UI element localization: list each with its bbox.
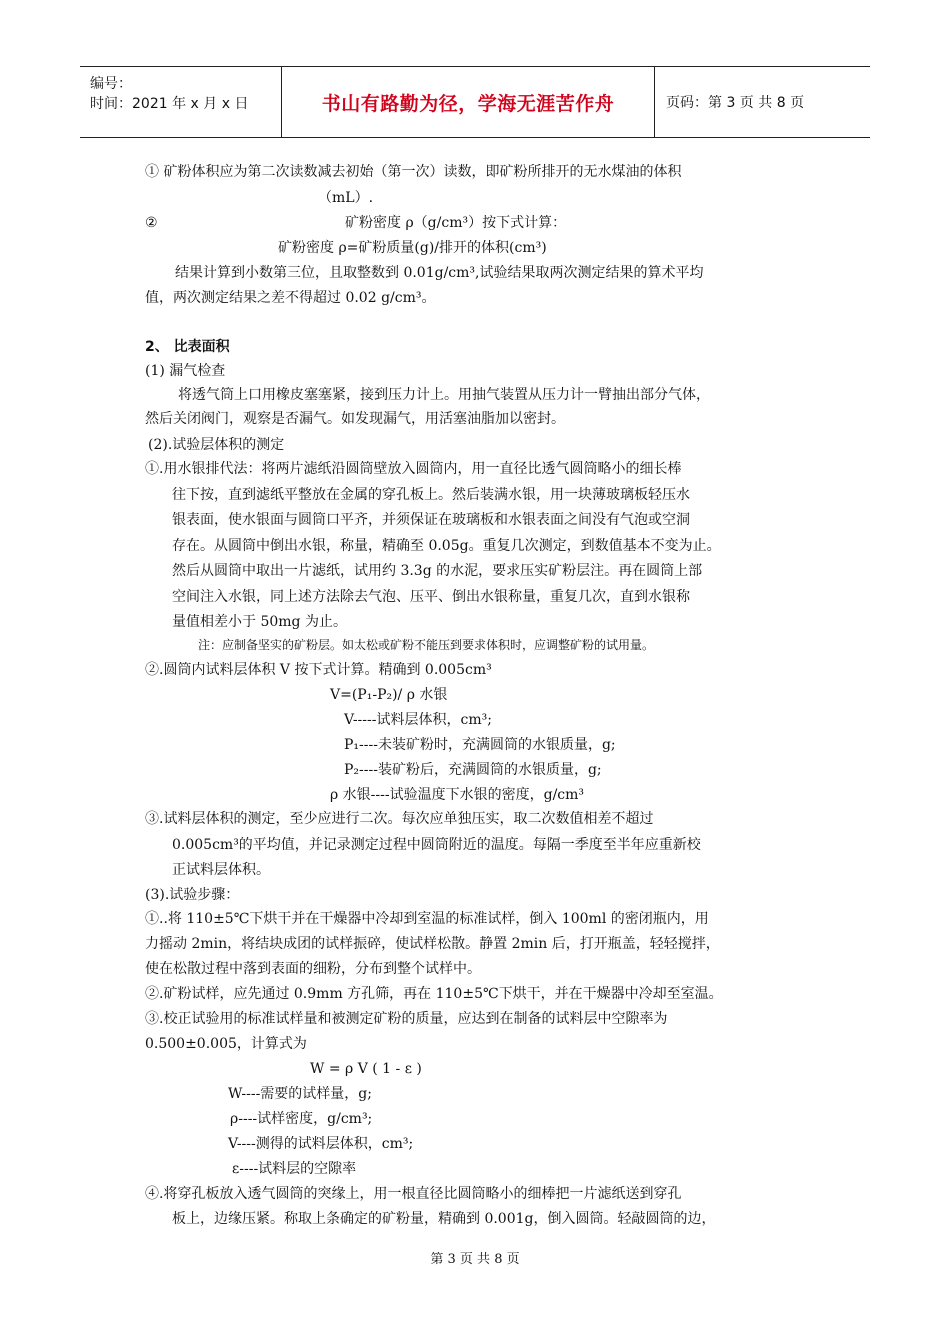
- subsection-heading: (1) 漏气检查: [145, 363, 226, 379]
- text-line: 正试料层体积。: [172, 862, 270, 878]
- text-line: 存在。从圆筒中倒出水银，称量，精确至 0.05g。重复几次测定，到数值基本不变为止。: [172, 538, 721, 554]
- text-line: （mL）.: [318, 190, 374, 206]
- text-line: 往下按，直到滤纸平整放在金属的穿孔板上。然后装满水银，用一块薄玻璃板轻压水: [172, 487, 690, 503]
- text-line: 然后关闭阀门，观察是否漏气。如发现漏气，用活塞油脂加以密封。: [145, 411, 565, 427]
- formula-def-line: P₂----装矿粉后，充满圆筒的水银质量，g;: [344, 762, 602, 778]
- page-header: [80, 66, 870, 138]
- motto: 书山有路勤为径，学海无涯苦作舟: [321, 92, 615, 115]
- header-motto-cell: [281, 67, 655, 137]
- note-line: 注：应制备坚实的矿粉层。如太松或矿粉不能压到要求体积时，应调整矿粉的试用量。: [198, 638, 655, 652]
- date-label: 时间：2021 年 x 月 x 日: [90, 96, 249, 112]
- text-line: ③.试料层体积的测定，至少应进行二次。每次应单独压实，取二次数值相差不超过: [145, 811, 654, 827]
- formula-def-line: ε----试料层的空隙率: [232, 1161, 357, 1177]
- header-page-info: 页码：第 3 页 共 8 页: [666, 95, 805, 111]
- text-line: ① 矿粉体积应为第二次读数减去初始（第一次）读数，即矿粉所排开的无水煤油的体积: [145, 164, 682, 180]
- section-heading: 2、 比表面积: [145, 339, 230, 355]
- formula-line: W = ρ V ( 1 - ε ): [310, 1061, 422, 1077]
- text-line: 矿粉密度 ρ=矿粉质量(g)/排开的体积(cm³): [278, 240, 547, 256]
- text-line: 使在松散过程中落到表面的细粉，分布到整个试样中。: [145, 961, 481, 977]
- subsection-heading: (3).试验步骤：: [145, 887, 240, 903]
- text-line: 值，两次测定结果之差不得超过 0.02 g/cm³。: [145, 290, 436, 306]
- formula-def-line: ρ----试样密度，g/cm³;: [230, 1111, 373, 1127]
- formula-def-line: ρ 水银----试验温度下水银的密度，g/cm³: [330, 787, 585, 803]
- formula-def-line: W----需要的试样量，g;: [228, 1086, 372, 1102]
- text-line: 然后从圆筒中取出一片滤纸，试用约 3.3g 的水泥，要求压实矿粉层注。再在圆筒上部: [172, 563, 703, 579]
- header-left: [80, 67, 280, 137]
- formula-def-line: V-----试料层体积，cm³;: [344, 712, 492, 728]
- page-footer: 第 3 页 共 8 页: [430, 1252, 520, 1267]
- text-line: ①.用水银排代法：将两片滤纸沿圆筒壁放入圆筒内，用一直径比透气圆筒略小的细长棒: [145, 461, 682, 477]
- text-line: 0.005cm³的平均值，并记录测定过程中圆筒附近的温度。每隔一季度至半年应重新校: [172, 837, 701, 853]
- text-line: ④.将穿孔板放入透气圆筒的突缘上，用一根直径比圆筒略小的细棒把一片滤纸送到穿孔: [145, 1186, 682, 1202]
- text-line: 将透气筒上口用橡皮塞塞紧，接到压力计上。用抽气装置从压力计一臂抽出部分气体，: [178, 387, 710, 403]
- text-line: 力摇动 2min，将结块成团的试样振碎，使试样松散。静置 2min 后，打开瓶盖，轻轻搅拌，: [145, 936, 720, 952]
- formula-def-line: P₁----未装矿粉时，充满圆筒的水银质量，g;: [344, 737, 616, 753]
- text-line: ②.矿粉试样，应先通过 0.9mm 方孔筛，再在 110±5℃下烘干，并在干燥器中冷却至室温。: [145, 986, 723, 1002]
- number-label: 编号：: [90, 76, 132, 92]
- formula-line: V=(P₁-P₂)/ ρ 水银: [330, 687, 448, 703]
- text-line: 矿粉密度 ρ（g/cm³）按下式计算：: [345, 215, 567, 231]
- text-line: 结果计算到小数第三位，且取整数到 0.01g/cm³,试验结果取两次测定结果的算术平均: [175, 265, 704, 281]
- text-line: ①..将 110±5℃下烘干并在干燥器中冷却到室温的标准试样，倒入 100ml 的密闭瓶内，用: [145, 911, 709, 927]
- text-line: ②.圆筒内试料层体积 V 按下式计算。精确到 0.005cm³: [145, 662, 492, 678]
- text-line: 量值相差小于 50mg 为止。: [172, 614, 347, 630]
- formula-def-line: V----测得的试料层体积，cm³;: [228, 1136, 414, 1152]
- text-line: 板上，边缘压紧。称取上条确定的矿粉量，精确到 0.001g，倒入圆筒。轻敲圆筒的边，: [172, 1211, 716, 1227]
- text-line: 银表面，使水银面与圆筒口平齐，并须保证在玻璃板和水银表面之间没有气泡或空洞: [172, 512, 690, 528]
- text-line: ③.校正试验用的标准试样量和被测定矿粉的质量，应达到在制备的试料层中空隙率为: [145, 1011, 668, 1027]
- text-line: ②: [145, 215, 158, 231]
- text-line: 空间注入水银，同上述方法除去气泡、压平、倒出水银称量，重复几次，直到水银称: [172, 589, 690, 605]
- subsection-heading: (2).试验层体积的测定: [148, 437, 285, 453]
- text-line: 0.500±0.005，计算式为: [145, 1036, 307, 1052]
